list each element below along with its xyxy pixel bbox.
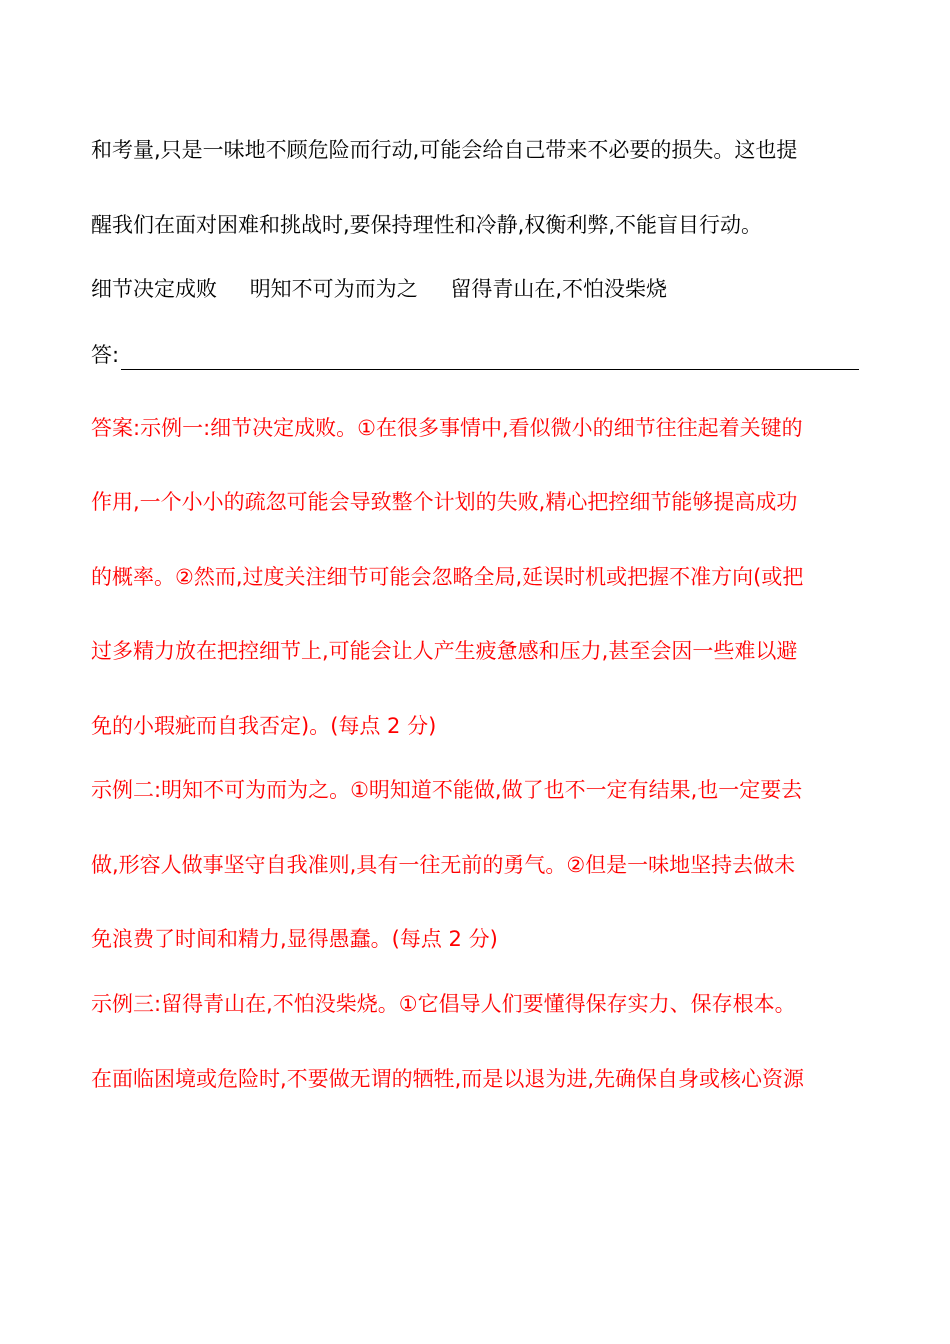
example-1-line-1: 答案:示例一:细节决定成败。①在很多事情中,看似微小的细节往往起着关键的 — [91, 416, 803, 440]
example-1-line-4: 过多精力放在把控细节上,可能会让人产生疲惫感和压力,甚至会因一些难以避 — [91, 639, 798, 663]
answer-blank-line[interactable] — [121, 345, 859, 370]
intro-line-1: 和考量,只是一味地不顾危险而行动,可能会给自己带来不必要的损失。这也提 — [91, 138, 798, 162]
example-1-line-2: 作用,一个小小的疏忽可能会导致整个计划的失败,精心把控细节能够提高成功 — [91, 490, 798, 514]
topic-list — [91, 274, 693, 304]
topic-1: 细节决定成败 — [91, 277, 217, 301]
example-2-line-2: 做,形容人做事坚守自我准则,具有一往无前的勇气。②但是一味地坚持去做未 — [91, 853, 796, 877]
example-3-line-1: 示例三:留得青山在,不怕没柴烧。①它倡导人们要懂得保存实力、保存根本。 — [91, 992, 796, 1016]
example-3-line-2: 在面临困境或危险时,不要做无谓的牺牲,而是以退为进,先确保自身或核心资源 — [91, 1067, 805, 1091]
answer-row — [91, 340, 859, 370]
topic-2: 明知不可为而为之 — [249, 277, 418, 301]
example-2-line-3: 免浪费了时间和精力,显得愚蠢。(每点 2 分) — [91, 927, 498, 951]
example-2-line-1: 示例二:明知不可为而为之。①明知道不能做,做了也不一定有结果,也一定要去 — [91, 778, 803, 802]
answer-label: 答: — [91, 343, 120, 367]
topic-3: 留得青山在,不怕没柴烧 — [450, 277, 668, 301]
example-1-line-5: 免的小瑕疵而自我否定)。(每点 2 分) — [91, 714, 437, 738]
intro-line-2: 醒我们在面对困难和挑战时,要保持理性和冷静,权衡利弊,不能盲目行动。 — [91, 213, 763, 237]
example-1-line-3: 的概率。②然而,过度关注细节可能会忽略全局,延误时机或把握不准方向(或把 — [91, 565, 804, 589]
